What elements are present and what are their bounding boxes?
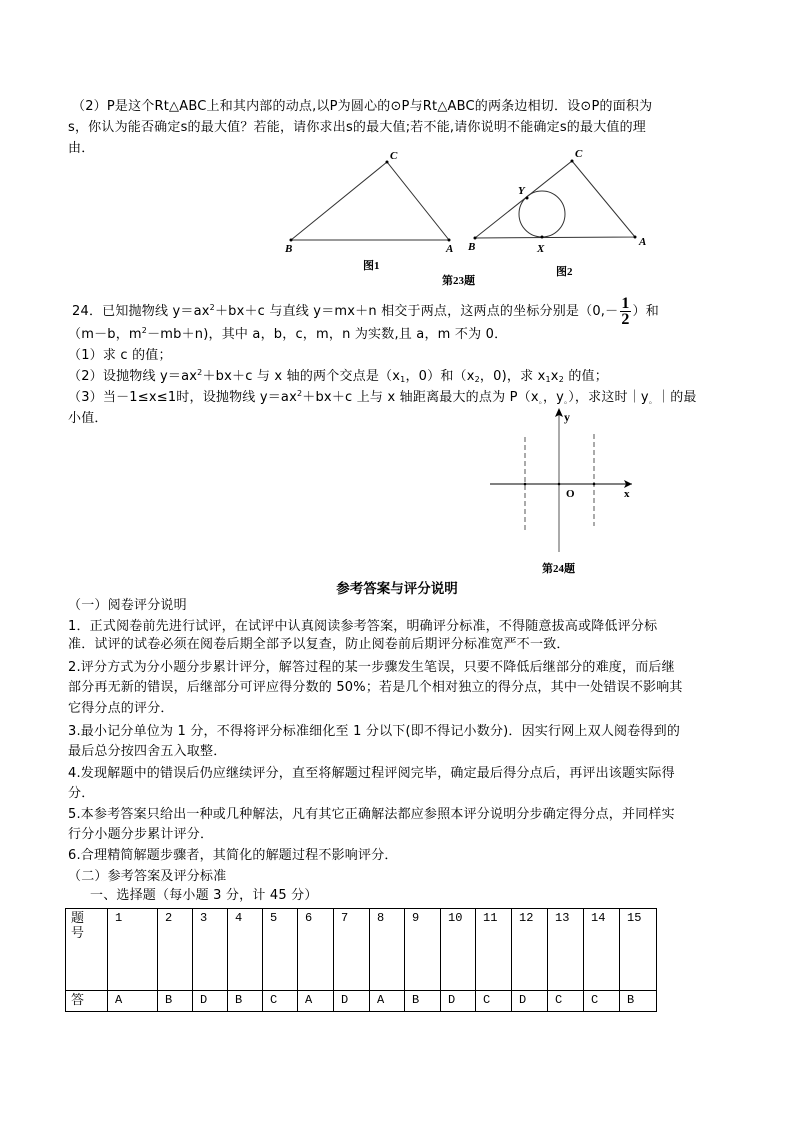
q24-text: ＋bx＋c 上与 x 轴距离最大的点为 P（x — [302, 390, 539, 405]
cell-answer: D — [193, 991, 228, 1012]
cell-answer: B — [228, 991, 263, 1012]
cell-number: 11 — [476, 909, 512, 991]
rule-1-line-2: 准．试评的试卷必须在阅卷后期全部予以复查，防止阅卷前后期评分标准宽严不一致． — [68, 637, 570, 652]
q24-text: ，0）和（x — [405, 369, 475, 384]
rule-5-line-1: 5.本参考答案只给出一种或几种解法，凡有其它正确解法都应参照本评分说明分步确定得分点，并同样实 — [68, 807, 675, 822]
triangle-abc-fig1 — [291, 162, 449, 240]
answers-title: 参考答案与评分说明 — [336, 581, 458, 597]
q24-sub3-line-2: 小值． — [68, 411, 108, 426]
figure-2-triangle — [475, 161, 635, 238]
cell-number: 1 — [108, 909, 158, 991]
superscript: 2 — [296, 389, 303, 398]
cell-number: 12 — [512, 909, 548, 991]
rule-6-line-1: 6.合理精简解题步骤者，其简化的解题过程不影响评分． — [68, 848, 398, 863]
label-c-fig1: C — [390, 150, 398, 162]
label-b-fig1: B — [285, 243, 293, 255]
cell-number: 13 — [548, 909, 584, 991]
cell-number: 10 — [441, 909, 476, 991]
figure-1-caption: 图1 — [363, 260, 380, 272]
rule-1-line-1: 1．正式阅卷前先进行试评，在试评中认真阅读参考答案，明确评分标准，不得随意拔高或降低评分标 — [68, 619, 658, 634]
cell-number: 7 — [334, 909, 370, 991]
section2-heading: （二）参考答案及评分标准 — [68, 869, 227, 884]
figure-1-triangle — [291, 162, 449, 240]
section1-heading: （一）阅卷评分说明 — [68, 598, 187, 613]
q24-text: （2）设抛物线 y＝ax — [68, 369, 198, 384]
cell-answer: B — [620, 991, 657, 1012]
rule-4-line-1: 4.发现解题中的错误后仍应继续评分，直至将解题过程评阅完毕，确定最后得分点后，再评出该题实际得 — [68, 766, 675, 781]
q24-text: ），求这时｜y — [568, 390, 649, 405]
answer-table — [65, 908, 657, 1012]
label-c-fig2: C — [575, 148, 583, 160]
point-c-fig1 — [386, 161, 389, 164]
cell-answer: C — [548, 991, 584, 1012]
q23-part2-line-2: s，你认为能否确定s的最大值？若能，请你求出s的最大值;若不能,请你说明不能确定s的最大值的理 — [68, 120, 647, 135]
q24-text: ＋bx＋c 与 x 轴的两个交点是（x — [202, 369, 401, 384]
origin-label: O — [566, 488, 575, 500]
cell-answer: A — [108, 991, 158, 1012]
label-a-fig1: A — [446, 243, 454, 255]
subscript: 。 — [538, 396, 543, 405]
q24-text: 的值； — [564, 369, 608, 384]
cell-answer: A — [370, 991, 405, 1012]
subscript: 。 — [648, 396, 658, 405]
cell-answer: B — [158, 991, 193, 1012]
cell-answer: D — [441, 991, 476, 1012]
q24-text: x — [550, 369, 559, 384]
y-axis-label: y — [564, 410, 570, 424]
q23-part2-line-3: 由． — [68, 141, 95, 156]
cell-answer: D — [512, 991, 548, 1012]
point-c-fig2 — [571, 160, 574, 163]
figure-1-points — [290, 161, 451, 242]
q24-text: 24．已知抛物线 y＝ax — [72, 304, 210, 319]
mc-heading: 一、选择题（每小题 3 分，计 45 分） — [90, 888, 318, 903]
figure-2-caption: 图2 — [556, 266, 573, 278]
q24-sub3 — [68, 390, 697, 406]
cell-number: 15 — [620, 909, 657, 991]
subscript: 2 — [474, 375, 480, 384]
tick-origin — [558, 483, 561, 486]
q24-text: ｜的最 — [657, 390, 697, 405]
q24-text: ＋bx＋c 与直线 y＝mx＋n 相交于两点，这两点的坐标分别是（0,－ — [214, 304, 619, 319]
fraction-numerator: 1 — [621, 295, 630, 312]
cell-number: 4 — [228, 909, 263, 991]
point-x-fig2 — [541, 236, 544, 239]
label-x-fig2: X — [537, 243, 545, 255]
point-a-fig1 — [448, 239, 451, 242]
q24-text: ，0)，求 x — [479, 369, 546, 384]
cell-number: 2 — [158, 909, 193, 991]
cell-number: 5 — [263, 909, 298, 991]
point-y-fig2 — [526, 197, 529, 200]
rule-3-line-2: 最后总分按四舍五入取整． — [68, 744, 227, 759]
cell-number: 3 — [193, 909, 228, 991]
row-header-answer: 答 — [66, 991, 108, 1012]
q24-text: －mb＋n)，其中 a，b，c，m，n 为实数,且 a，m 不为 0． — [147, 327, 508, 342]
row-header-text: 题号 — [71, 911, 85, 941]
point-b-fig2 — [474, 237, 477, 240]
point-a-fig2 — [634, 236, 637, 239]
superscript: 2 — [197, 368, 203, 377]
superscript: 2 — [141, 326, 148, 335]
triangle-abc-fig2 — [475, 161, 635, 238]
rule-2-line-2: 部分再无新的错误，后继部分可评应得分数的 50%；若是几个相对独立的得分点，其中一处错误不影响其 — [68, 680, 683, 695]
q24-figure-caption: 第24题 — [542, 563, 575, 575]
cell-answer: A — [298, 991, 334, 1012]
cell-number: 8 — [370, 909, 405, 991]
subscript: 。 — [564, 396, 569, 405]
row-header-question-number — [66, 909, 108, 991]
q24-stem-line-2 — [68, 327, 507, 343]
q24-sub2 — [68, 369, 608, 385]
tick-x-minus-1 — [524, 483, 527, 486]
cell-number: 9 — [405, 909, 441, 991]
label-y-fig2: Y — [518, 185, 525, 197]
cell-answer: C — [263, 991, 298, 1012]
q24-text: ）和 — [632, 304, 659, 319]
figure-2-points — [474, 160, 637, 240]
fraction-denominator: 2 — [621, 311, 630, 328]
subscript: 1 — [400, 375, 406, 384]
point-b-fig1 — [290, 239, 293, 242]
cell-number: 14 — [584, 909, 620, 991]
label-b-fig2: B — [468, 241, 476, 253]
q24-text: （3）当－1≤x≤1时，设抛物线 y＝ax — [68, 390, 297, 405]
rule-4-line-2: 分． — [68, 786, 95, 801]
rule-2-line-1: 2.评分方式为分小题分步累计评分，解答过程的某一步骤发生笔误，只要不降低后继部分的难度，而后继 — [68, 660, 675, 675]
rule-2-line-3: 它得分点的评分． — [68, 701, 174, 716]
cell-answer: C — [584, 991, 620, 1012]
label-a-fig2: A — [639, 236, 647, 248]
rule-3-line-1: 3.最小记分单位为 1 分，不得将评分标准细化至 1 分以下(即不得记小数分)．因实行网上双人阅卷得到的 — [68, 724, 681, 739]
cell-answer: D — [334, 991, 370, 1012]
q23-figure-caption: 第23题 — [442, 275, 475, 287]
q24-text: ，y — [542, 390, 565, 405]
subscript: 2 — [558, 375, 564, 384]
table-row-answers — [66, 991, 657, 1012]
cell-answer: B — [405, 991, 441, 1012]
fraction-one-half — [620, 296, 630, 327]
q24-stem-line-1 — [72, 296, 659, 327]
table-row-question-numbers — [66, 909, 657, 991]
superscript: 2 — [209, 303, 215, 312]
q24-text: （m－b，m — [68, 327, 142, 342]
q23-part2-line-1: （2）P是这个Rt△ABC上和其内部的动点,以P为圆心的⊙P与Rt△ABC的两条边相切．设⊙P的面积为 — [72, 99, 653, 114]
tick-x-1 — [593, 483, 596, 486]
figure-24-axes — [490, 414, 632, 552]
cell-answer: C — [476, 991, 512, 1012]
rule-5-line-2: 行分小题分步累计评分． — [68, 827, 214, 842]
subscript: 1 — [545, 375, 551, 384]
cell-number: 6 — [298, 909, 334, 991]
x-axis-label: x — [624, 488, 630, 500]
q24-sub1: （1）求 c 的值； — [68, 348, 172, 363]
